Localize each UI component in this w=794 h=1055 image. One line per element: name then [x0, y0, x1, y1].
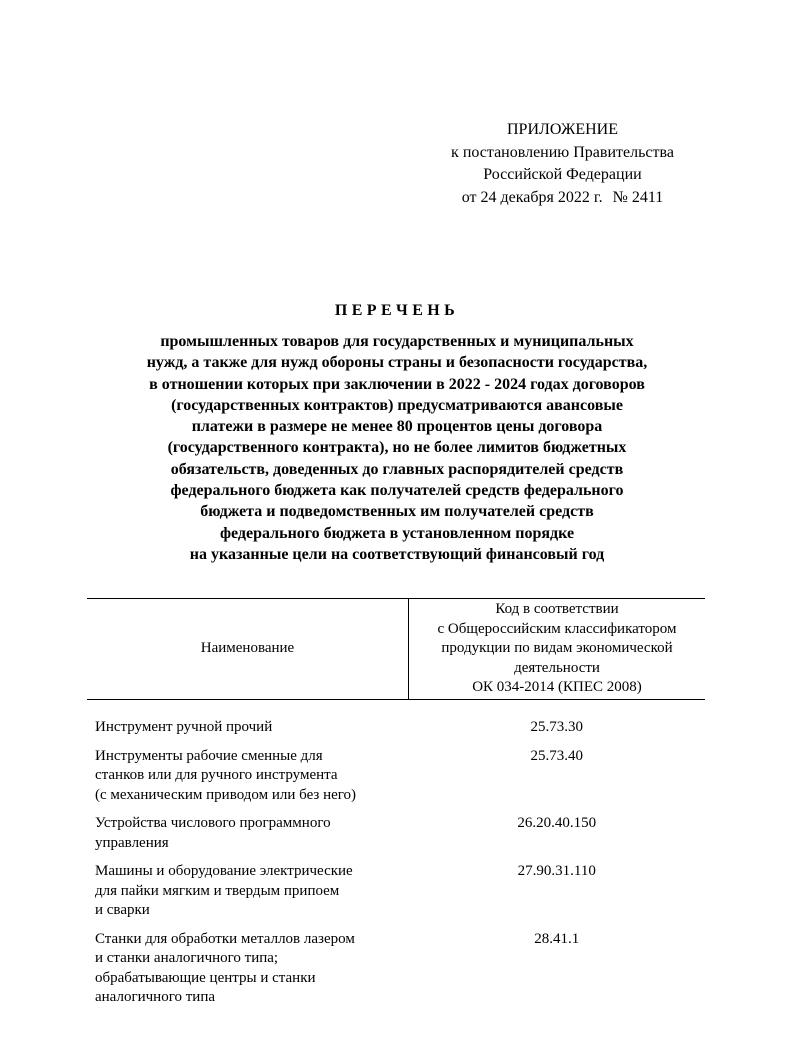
table-row — [87, 930, 705, 1017]
row-code: 28.41.1 — [534, 930, 580, 947]
appendix-number: № 2411 — [612, 188, 664, 206]
subtitle-line: бюджета и подведомственных им получателей средств — [200, 503, 594, 521]
row-name-line: Инструмент ручной прочий — [95, 719, 273, 735]
row-name-line: для пайки мягким и твердым припоем — [95, 882, 340, 899]
table-row — [87, 747, 705, 815]
subtitle-line: (государственного контракта), но не более лимитов бюджетных — [167, 439, 627, 457]
subtitle-line: (государственных контрактов) предусматриваются авансовые — [171, 396, 623, 414]
row-name-line: (с механическим приводом или без него) — [95, 786, 357, 803]
row-name-line: управления — [95, 834, 169, 851]
row-code: 25.73.30 — [530, 719, 583, 735]
product-table-container — [87, 598, 705, 1017]
header-code — [409, 599, 706, 700]
subtitle-line: федерального бюджета в установленном порядке — [219, 524, 575, 542]
row-name — [87, 930, 409, 1017]
header-code-line: продукции по видам экономической — [441, 640, 673, 657]
table-row — [87, 718, 705, 747]
row-name-line: Машины и оборудование электрические — [95, 863, 353, 879]
row-name — [87, 862, 409, 930]
document-title: ПЕРЕЧЕНЬ — [334, 302, 460, 319]
subtitle-line: федерального бюджета как получателей средств федерального — [170, 482, 624, 500]
row-name-line: Инструменты рабочие сменные для — [95, 747, 323, 764]
subtitle-line: нужд, а также для нужд обороны страны и безопасности государства, — [146, 354, 648, 372]
row-name-line: аналогичного типа — [95, 989, 216, 1005]
row-code: 26.20.40.150 — [517, 815, 597, 831]
row-name-line: Устройства числового программного — [95, 815, 331, 831]
row-name-line: обрабатывающие центры и станки — [95, 969, 316, 986]
appendix-date: от 24 декабря 2022 г. — [461, 188, 603, 206]
row-code: 25.73.40 — [530, 747, 583, 764]
row-name — [87, 718, 409, 747]
appendix-block — [400, 119, 725, 209]
row-name — [87, 814, 409, 862]
header-code-line: деятельности — [514, 659, 600, 676]
product-table — [87, 598, 705, 1017]
subtitle-line: на указанные цели на соответствующий финансовый год — [189, 545, 605, 563]
table-row — [87, 814, 705, 862]
row-name-line: и сварки — [95, 902, 150, 918]
appendix-line: Российской Федерации — [483, 166, 642, 183]
table-spacer — [87, 700, 705, 719]
header-code-line: Код в соответствии — [495, 601, 619, 618]
header-name: Наименование — [87, 599, 409, 700]
document-subtitle — [90, 331, 704, 565]
appendix-heading: ПРИЛОЖЕНИЕ — [506, 121, 618, 138]
row-name-line: станков или для ручного инструмента — [95, 767, 338, 783]
appendix-line: к постановлению Правительства — [451, 143, 674, 161]
subtitle-line: промышленных товаров для государственных и муниципальных — [160, 333, 634, 350]
appendix-date-line — [400, 187, 725, 210]
table-header-row — [87, 599, 705, 700]
header-code-line: с Общероссийским классификатором — [437, 620, 677, 637]
subtitle-line: платежи в размере не менее 80 процентов цены договора — [191, 418, 603, 436]
row-code: 27.90.31.110 — [517, 863, 596, 879]
subtitle-line: в отношении которых при заключении в 2022 - 2024 годах договоров — [149, 375, 645, 393]
row-name-line: Станки для обработки металлов лазером — [95, 930, 355, 947]
subtitle-line: обязательств, доведенных до главных распорядителей средств — [170, 460, 624, 478]
header-code-line: ОК 034-2014 (КПЕС 2008) — [472, 679, 642, 696]
table-row — [87, 862, 705, 930]
row-name-line: и станки аналогичного типа; — [95, 950, 279, 966]
row-name — [87, 747, 409, 815]
